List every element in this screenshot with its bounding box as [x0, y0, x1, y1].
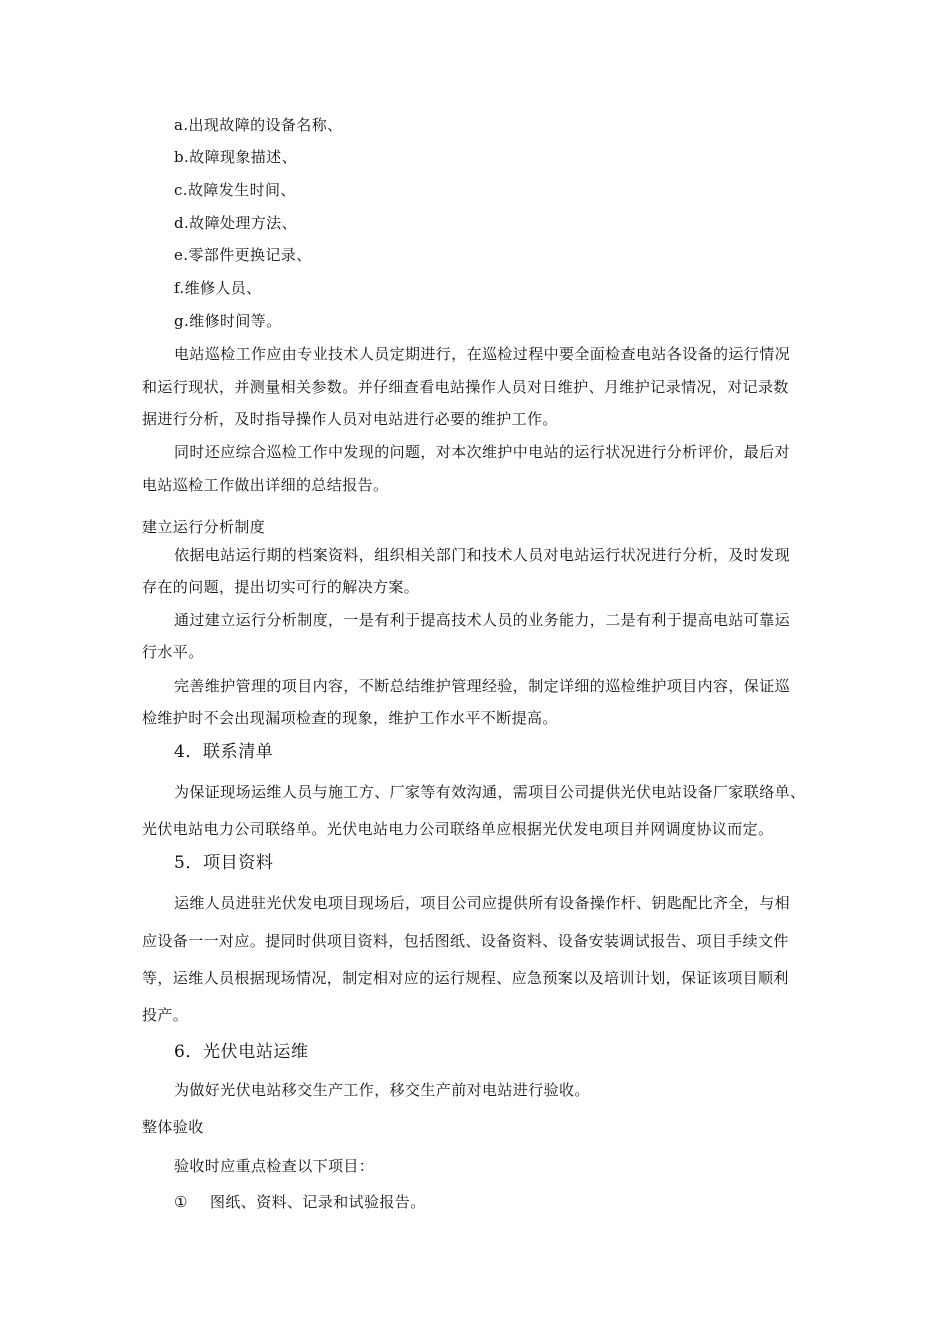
paragraph-line: 投产。 — [142, 1006, 189, 1024]
paragraph-line: 为保证现场运维人员与施工方、厂家等有效沟通，需项目公司提供光伏电站设备厂家联络单、 — [174, 783, 806, 801]
paragraph-line: 存在的问题，提出切实可行的解决方案。 — [142, 578, 420, 596]
paragraph-line: 和运行现状，并测量相关参数。并仔细查看电站操作人员对日维护、月维护记录情况，对记录数 — [142, 378, 789, 396]
paragraph-line: 为做好光伏电站移交生产工作，移交生产前对电站进行验收。 — [174, 1081, 590, 1099]
paragraph-line: 验收时应重点检查以下项目： — [174, 1157, 375, 1175]
paragraph-line: 应设备一一对应。提同时供项目资料，包括图纸、设备资料、设备安装调试报告、项目手续文件 — [142, 932, 789, 950]
section-heading: 5．项目资料 — [174, 853, 274, 873]
paragraph-line: 光伏电站电力公司联络单。光伏电站电力公司联络单应根据光伏发电项目并网调度协议而定。 — [142, 820, 774, 838]
paragraph-line: 运维人员进驻光伏发电项目现场后，项目公司应提供所有设备操作杆、钥匙配比齐全，与相 — [174, 894, 791, 912]
list-item: e.零部件更换记录、 — [174, 246, 312, 264]
paragraph-line: 同时还应综合巡检工作中发现的问题，对本次维护中电站的运行状况进行分析评价，最后对 — [174, 443, 791, 461]
subheading: 整体验收 — [142, 1118, 204, 1136]
section-heading: 4．联系清单 — [174, 742, 274, 762]
list-item: a.出现故障的设备名称、 — [174, 116, 343, 134]
paragraph-line: 据进行分析，及时指导操作人员对电站进行必要的维护工作。 — [142, 410, 558, 428]
paragraph-line: 行水平。 — [142, 643, 204, 661]
subheading: 建立运行分析制度 — [142, 518, 266, 536]
list-item: d.故障处理方法、 — [174, 214, 297, 232]
item-text: 图纸、资料、记录和试验报告。 — [210, 1193, 426, 1211]
item-number: ① — [174, 1193, 188, 1211]
paragraph-line: 检维护时不会出现漏项检查的现象，维护工作水平不断提高。 — [142, 709, 558, 727]
list-item: b.故障现象描述、 — [174, 148, 297, 166]
paragraph-line: 等，运维人员根据现场情况，制定相对应的运行规程、应急预案以及培训计划，保证该项目顺利 — [142, 969, 789, 987]
paragraph-line: 完善维护管理的项目内容，不断总结维护管理经验，制定详细的巡检维护项目内容，保证巡 — [174, 677, 791, 695]
list-item: f.维修人员、 — [174, 279, 262, 297]
paragraph-line: 通过建立运行分析制度，一是有利于提高技术人员的业务能力，二是有利于提高电站可靠运 — [174, 611, 791, 629]
list-item: g.维修时间等。 — [174, 312, 282, 330]
paragraph-line: 依据电站运行期的档案资料，组织相关部门和技术人员对电站运行状况进行分析，及时发现 — [174, 546, 791, 564]
list-item: c.故障发生时间、 — [174, 181, 296, 199]
paragraph-line: 电站巡检工作做出详细的总结报告。 — [142, 476, 389, 494]
numbered-item — [174, 1192, 426, 1212]
paragraph-line: 电站巡检工作应由专业技术人员定期进行，在巡检过程中要全面检查电站各设备的运行情况 — [174, 345, 791, 363]
section-heading: 6．光伏电站运维 — [174, 1042, 309, 1062]
